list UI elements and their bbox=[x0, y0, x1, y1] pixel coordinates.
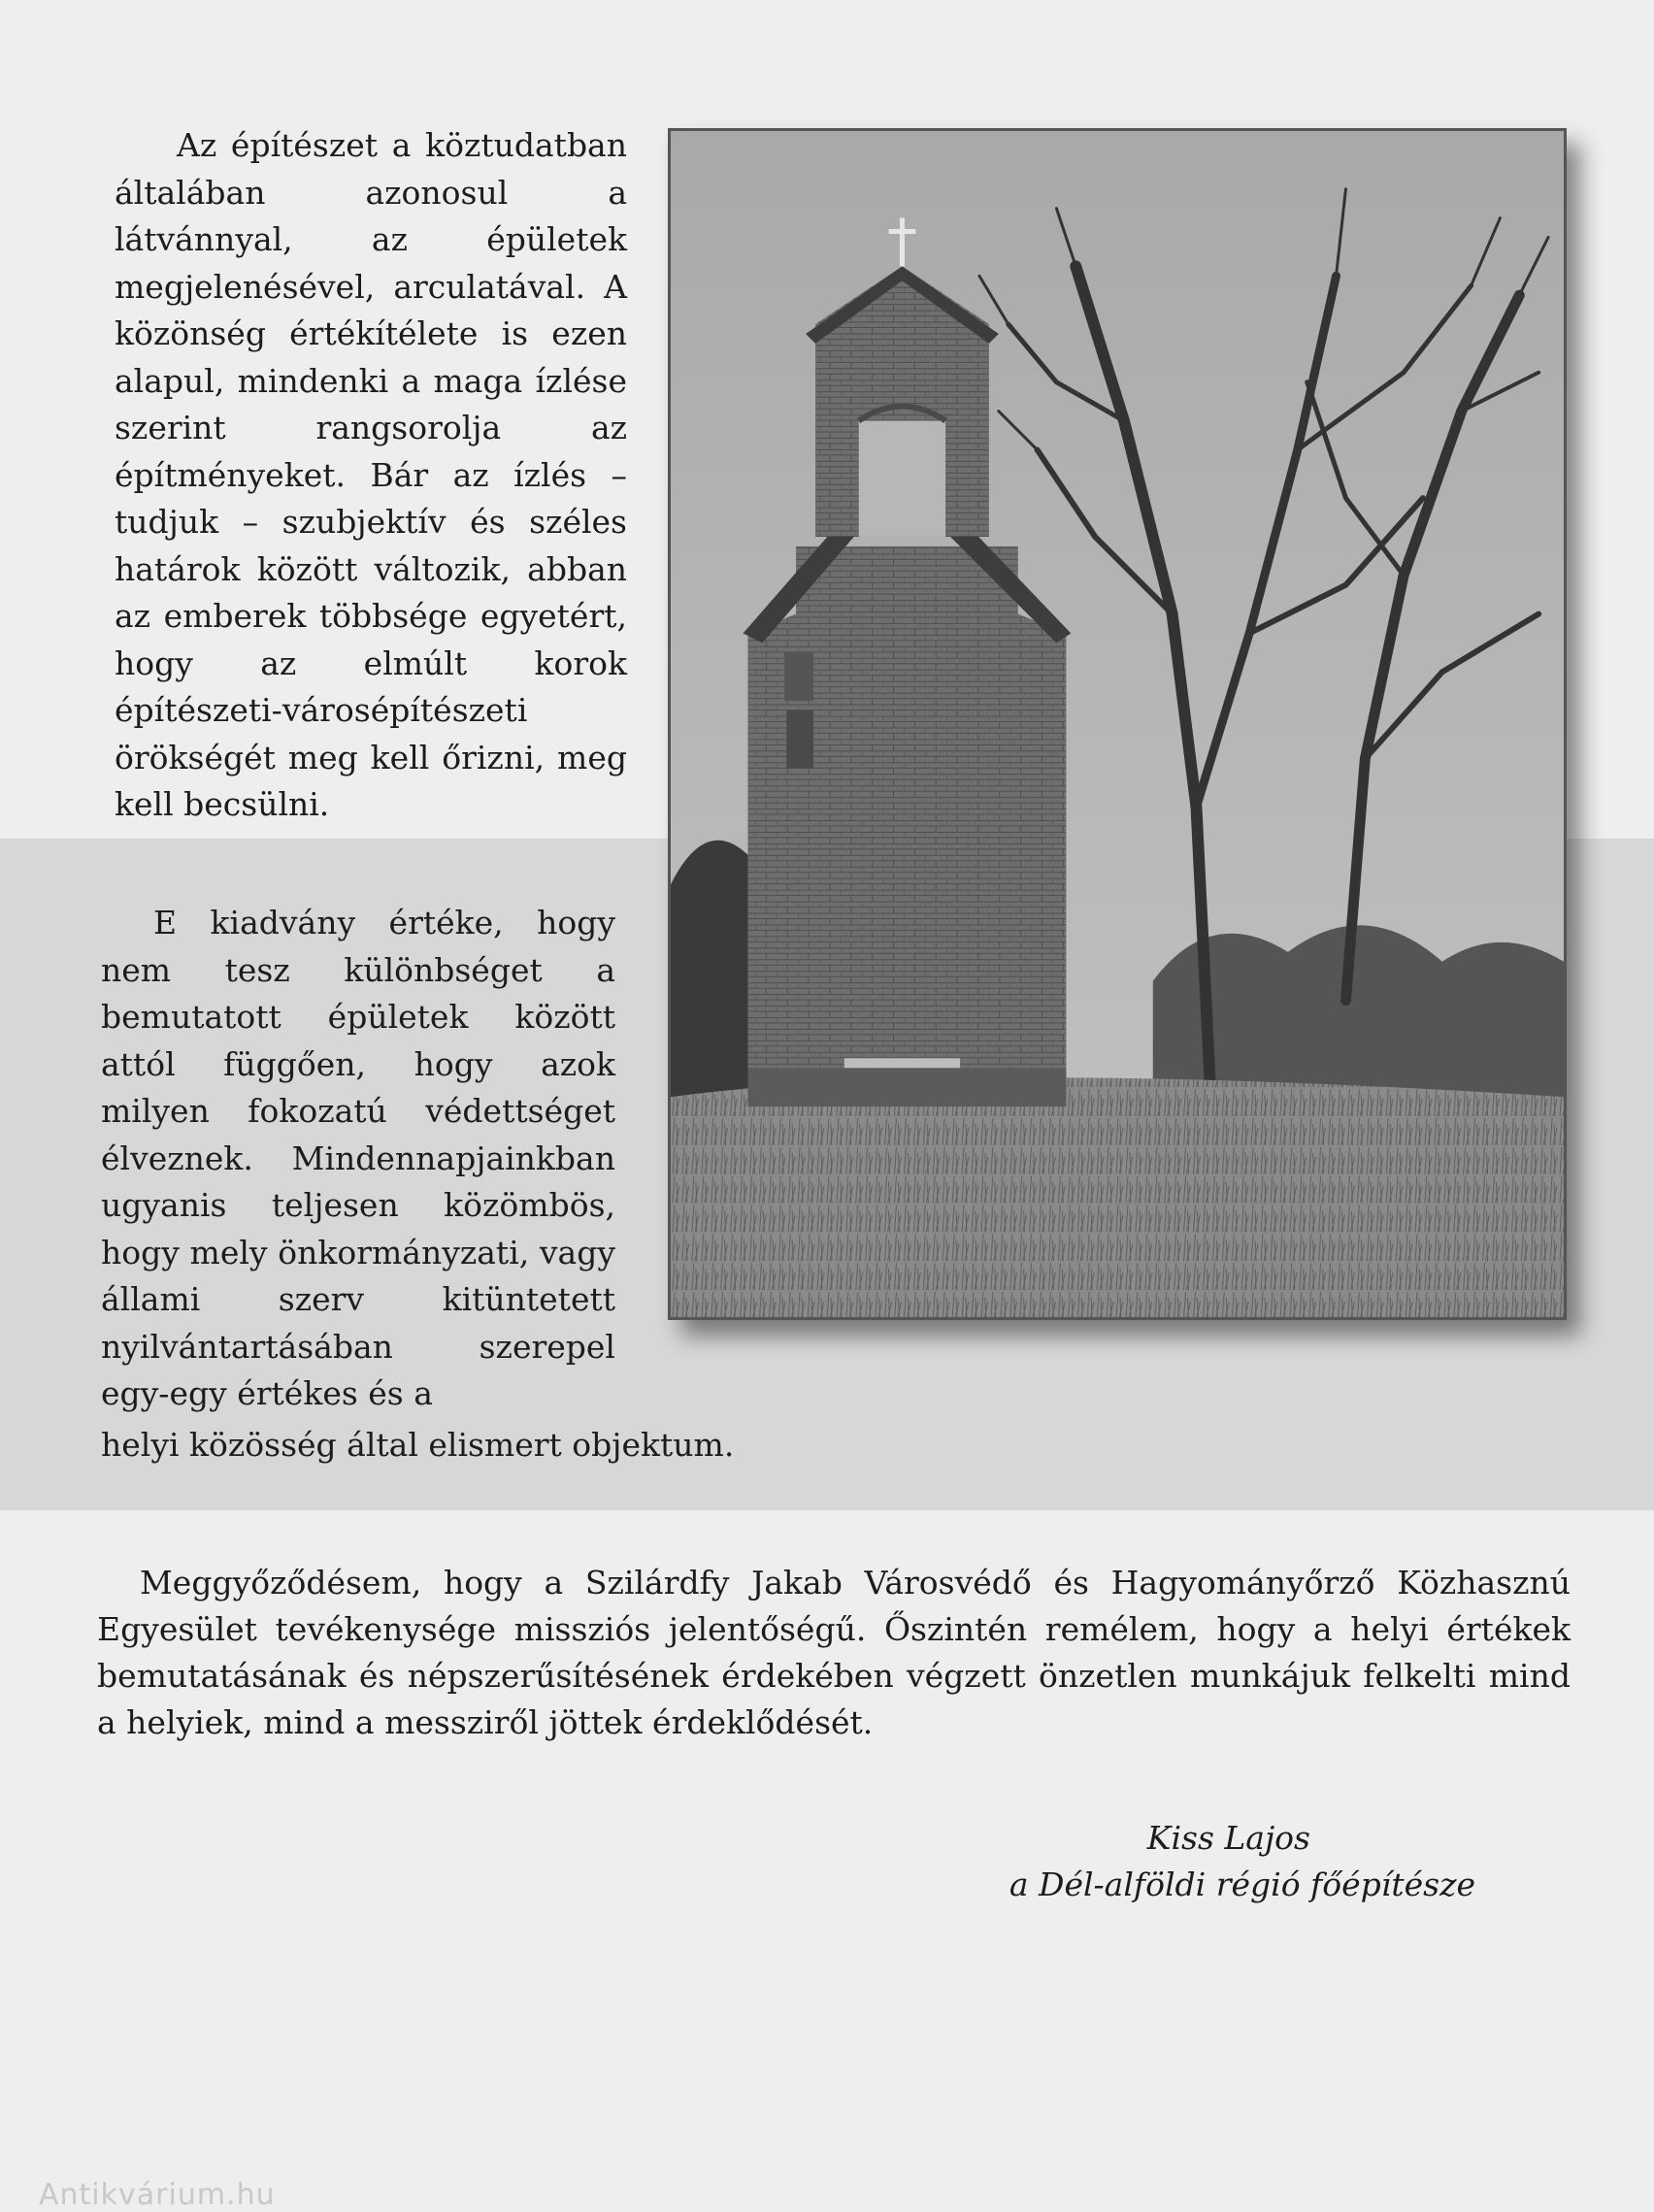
signature-name: Kiss Lajos bbox=[1146, 1819, 1310, 1857]
bell-tower-illustration bbox=[671, 131, 1564, 1317]
faded-footer-text: Antikvárium.hu bbox=[39, 2178, 276, 2212]
paragraph-publication-value: E kiadvány értéke, hogy nem tesz különbséget a bemutatott épületek között attól függően, hogy azok milyen fokozatú védettséget élveznek. Mindennapjainkban ugyanis teljesen közömbös, hogy mely önkormányzati, vagy állami szerv kitüntetett nyilvántartásában szerepel egy-egy értékes és a bbox=[101, 904, 615, 1412]
bell-tower-photo bbox=[668, 128, 1567, 1320]
signature-title: a Dél-alföldi régió főépítésze bbox=[1009, 1865, 1475, 1903]
paragraph-conviction: Meggyőződésem, hogy a Szilárdfy Jakab Városvédő és Hagyományőrző Közhasznú Egyesület tevékenysége missziós jelentőségű. Őszintén remélem, hogy a helyi értékek bemutatásának és népszerűsítésének érdekében végzett önzetlen munkájuk felkelti mind a helyiek, mind a messziről jöttek érdeklődését. bbox=[97, 1564, 1571, 1741]
paragraph-publication-value-tail: helyi közösség által elismert objektum. bbox=[101, 1426, 735, 1464]
paragraph-architecture: Az építészet a köztudatban általában azonosul a látvánnyal, az épületek megjelenésével, arculatával. A közönség értékítélete is ezen alapul, mindenki a maga ízlése szerint rangsorolja az építményeket. Bár az ízlés – tudjuk – szubjektív és széles határok között változik, abban az emberek többsége egyetért, hogy az elmúlt korok építészeti-városépítészeti örökségét meg kell őrizni, meg kell becsülni. bbox=[115, 126, 627, 823]
